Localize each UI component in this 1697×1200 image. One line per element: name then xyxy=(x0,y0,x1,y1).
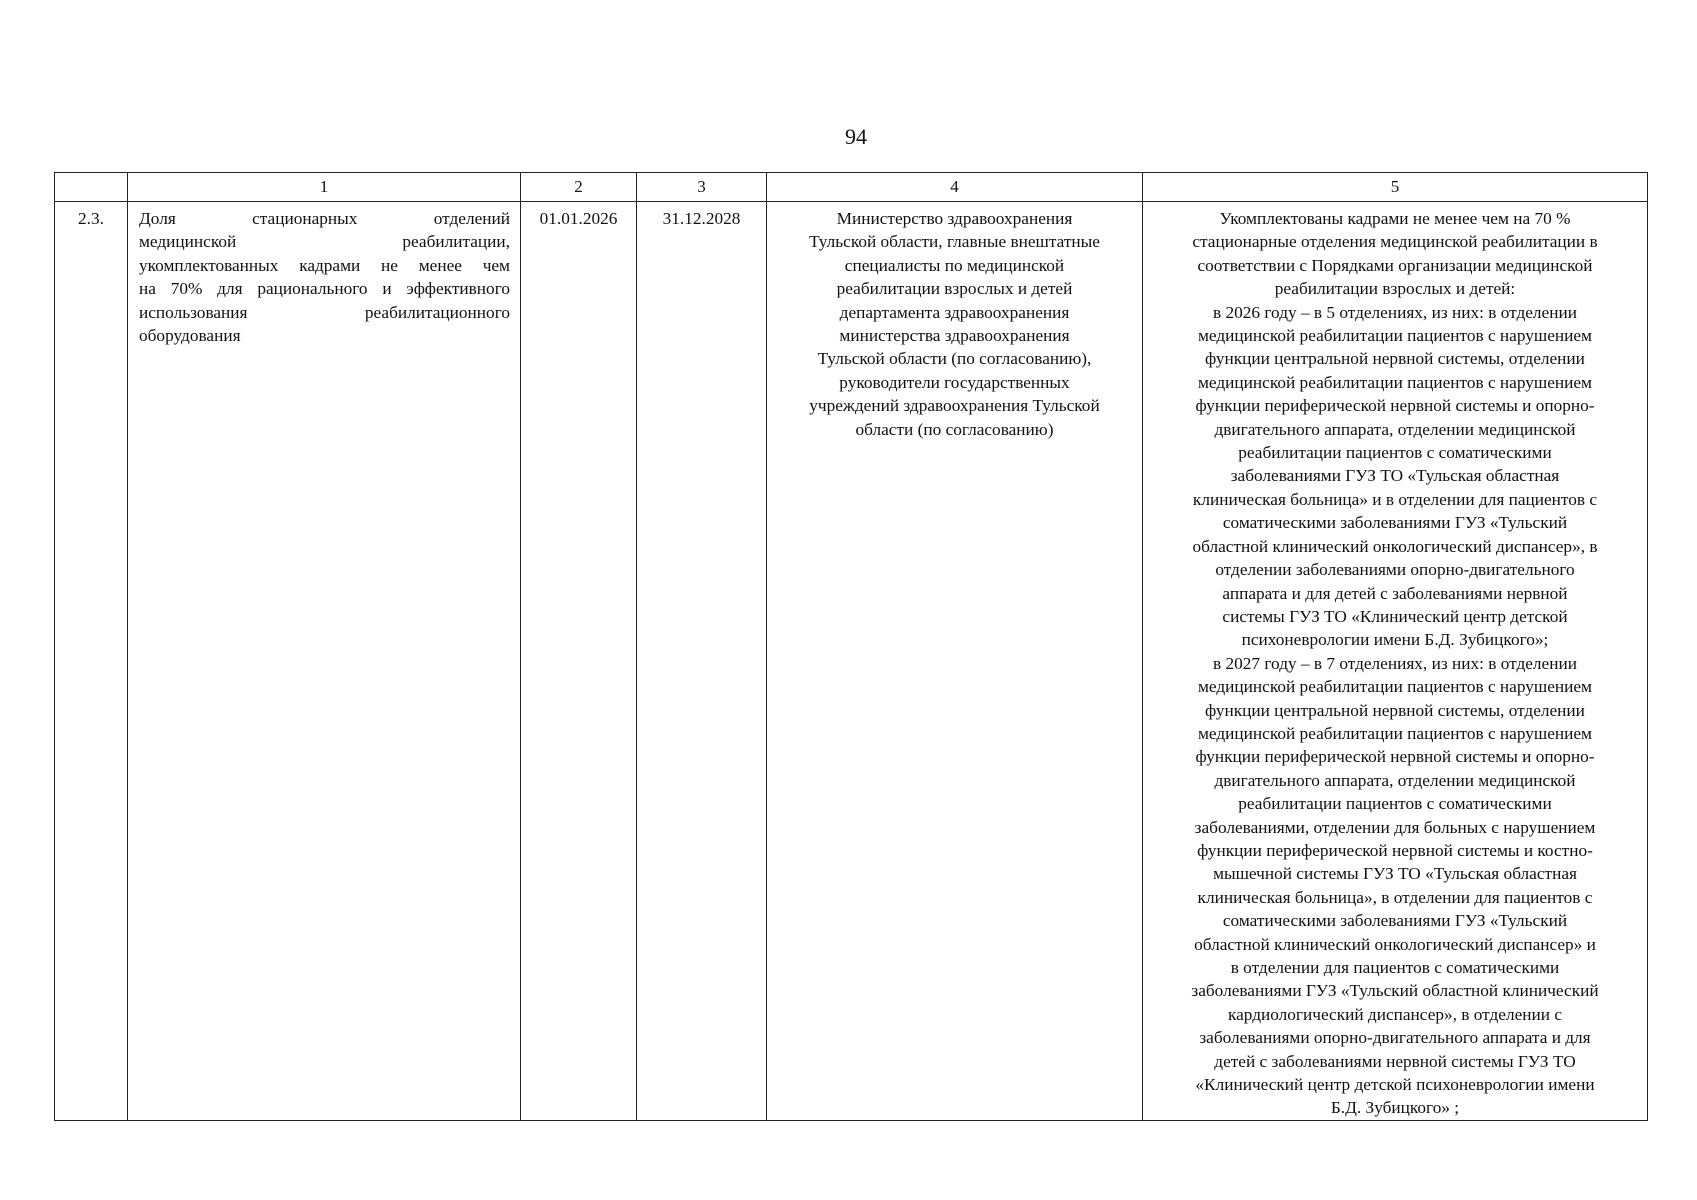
indicator-text xyxy=(128,202,520,347)
start-date-cell xyxy=(521,202,637,1121)
responsible-cell xyxy=(767,202,1143,1121)
row-number-cell xyxy=(55,202,128,1121)
indicator-line: Доля стационарных отделений xyxy=(139,209,510,228)
indicator-line: использования реабилитационного xyxy=(139,302,510,322)
end-date-cell xyxy=(637,202,767,1121)
indicator-cell xyxy=(128,202,521,1121)
indicator-line: медицинской реабилитации, xyxy=(139,232,510,252)
indicator-line: оборудования xyxy=(139,326,241,346)
result-cell xyxy=(1143,202,1648,1121)
table-header-row xyxy=(55,173,1648,202)
plan-table xyxy=(54,172,1648,1121)
start-date: 01.01.2026 xyxy=(539,209,618,228)
row-number: 2.3. xyxy=(78,209,104,228)
page-number: 94 xyxy=(845,124,867,149)
header-cell-4: 4 xyxy=(767,173,1143,202)
header-cell-0 xyxy=(55,173,128,202)
responsible-text: Министерство здравоохранения Тульской области, главные внештатные специалисты по медицинской реабилитации взрослых и детей департамента здравоохранения министерства здравоохранения Тульской области (по согласованию), руководители государственных учреждений здравоохранения Тульской области (по согласованию) xyxy=(809,209,1100,439)
result-text: Укомплектованы кадрами не менее чем на 70 % стационарные отделения медицинской реабилитации в соответствии с Порядками организации медицинской реабилитации взрослых и детей: в 2026 году – в 5 отделениях, из них: в отделении медицинской реабилитации пациентов с нарушением функции центральной нервной системы, отделении медицинской реабилитации пациентов с нарушением функции периферической нервной системы и опорно- двигательного аппарата, отделении медицинской реабилитации пациентов с соматическими заболеваниями ГУЗ ТО «Тульская областная клиническая больница» и в отделении для пациентов с соматическими заболеваниями ГУЗ «Тульский областной клинический онкологический диспансер», в отделении заболеваниями опорно-двигательного аппарата и для детей с заболеваниями нервной системы ГУЗ ТО «Клинический центр детской психоневрологии имени Б.Д. Зубицкого»; в 2027 году – в 7 отделениях, из них: в отделении медицинской реабилитации пациентов с нарушением функции центральной нервной системы, отделении медицинской реабилитации пациентов с нарушением функции периферической нервной системы и опорно- двигательного аппарата, отделении медицинской реабилитации пациентов с соматическими заболеваниями, отделении для больных с нарушением функции периферической нервной системы и костно- мышечной системы ГУЗ ТО «Тульская областная клиническая больница», в отделении для пациентов с соматическими заболеваниями ГУЗ «Тульский областной клинический онкологический диспансер» и в отделении для пациентов с соматическими заболеваниями ГУЗ «Тульский областной клинический кардиологический диспансер», в отделении с заболеваниями опорно-двигательного аппарата и для детей с заболеваниями нервной системы ГУЗ ТО «Клинический центр детской психоневрологии имени Б.Д. Зубицкого» ; xyxy=(1191,209,1599,1118)
end-date: 31.12.2028 xyxy=(662,209,741,228)
header-cell-3: 3 xyxy=(637,173,767,202)
header-cell-1: 1 xyxy=(128,173,521,202)
indicator-line: на 70% для рационального и эффективного xyxy=(139,279,510,299)
table-row xyxy=(55,202,1648,1121)
header-cell-5: 5 xyxy=(1143,173,1648,202)
indicator-line: укомплектованных кадрами не менее чем xyxy=(139,255,510,275)
header-cell-2: 2 xyxy=(521,173,637,202)
